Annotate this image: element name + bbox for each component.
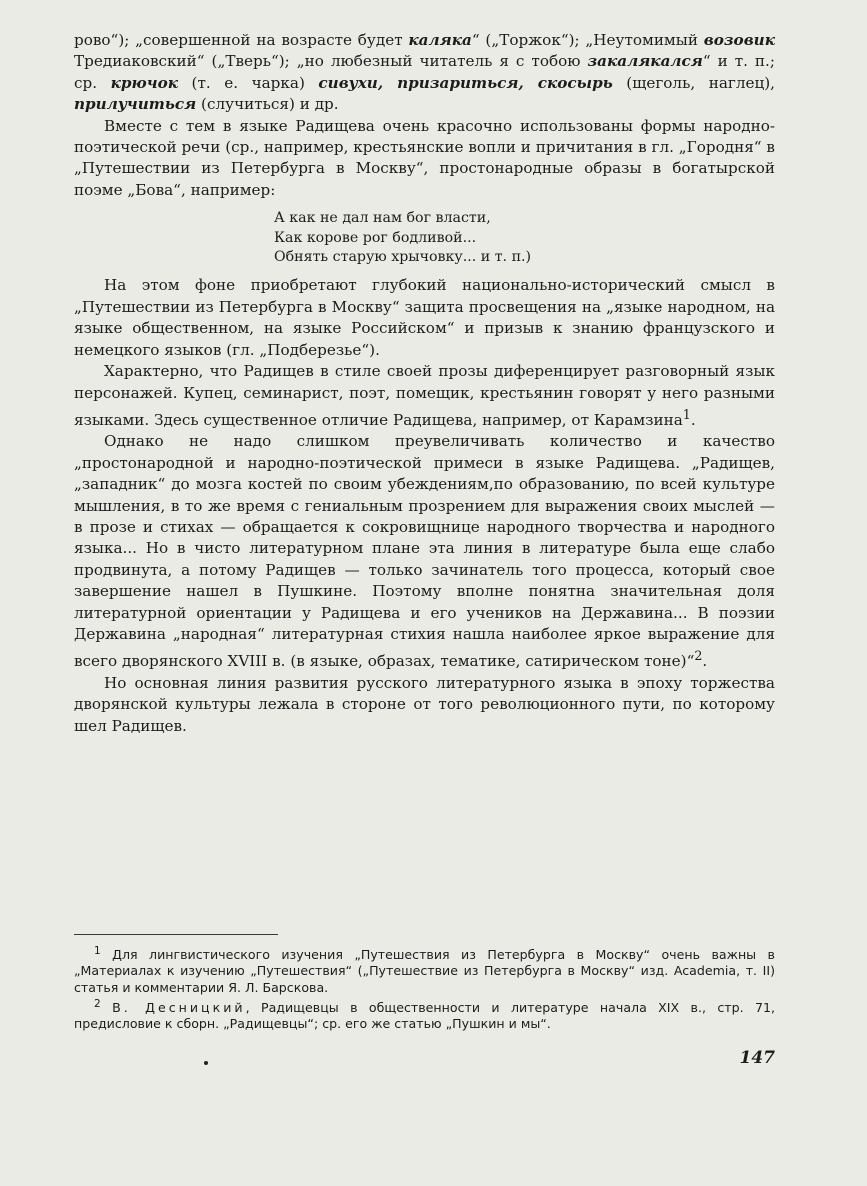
emphasized-word: возовик bbox=[703, 31, 775, 49]
verse-line: Обнять старую хрычовку... и т. п.) bbox=[274, 249, 532, 266]
text-run: . bbox=[702, 652, 708, 671]
text-run: . bbox=[690, 410, 696, 429]
footnote-text: Для лингвистического изучения „Путешествия из Петербурга в Москву“ очень важны в „Материалах к изучению „Путешествия“ („Путешествие из Петербурга в Москву“ изд. Academia, т. II) статья и комментарии Я. Л. Барскова. bbox=[74, 947, 775, 995]
text-run: Вместе с тем в языке Радищева очень красочно использованы формы народно-поэтической речи (ср., например, крестьянские вопли и причитания в гл. „Городня“ в „Путешествии из Петербурга в Москву“, простонародные образы в богатырской поэме „Бова“, например: bbox=[74, 116, 775, 199]
footnote-marker: 2 bbox=[94, 997, 101, 1010]
verse-line: А как не дал нам бог власти, bbox=[274, 210, 491, 227]
text-run: (случиться) и др. bbox=[196, 95, 339, 114]
paragraph-5 bbox=[74, 431, 775, 673]
paragraph-4 bbox=[74, 361, 775, 431]
emphasized-word: сивухи, призариться, скосырь bbox=[318, 73, 613, 92]
footnote-2 bbox=[74, 996, 775, 1033]
paragraph-3 bbox=[74, 275, 775, 361]
body-text bbox=[74, 30, 775, 737]
footnote-divider bbox=[74, 934, 278, 935]
verse-quote bbox=[274, 209, 775, 267]
text-run: Но основная линия развития русского литературного языка в эпоху торжества дворянской культуры лежала в стороне от того революционного пути, по которому шел Радищев. bbox=[74, 673, 775, 735]
emphasized-word: закалякался bbox=[587, 52, 703, 71]
emphasized-word: крючок bbox=[110, 73, 178, 92]
paragraph-1 bbox=[74, 30, 775, 116]
emphasized-word: каляка bbox=[408, 31, 472, 49]
footnote-author: В. Десницкий bbox=[112, 999, 246, 1015]
emphasized-word: прилучиться bbox=[74, 95, 197, 114]
text-run: Характерно, что Радищев в стиле своей прозы диференцирует разговорный язык персонажей. Купец, семинарист, поэт, помещик, крестьянин говорят у него разными языками. Здесь существенное отличие Радищева, например, от Карамзина bbox=[74, 362, 775, 429]
paragraph-2 bbox=[74, 116, 775, 202]
footnote-text: , Радищевцы в общественности и литературе начала XIX в., стр. 71, предисловие к сборн. „Радищевцы“; ср. его же статью „Пушкин и мы“. bbox=[74, 999, 776, 1032]
text-run: Однако не надо слишком преувеличивать количество и качество „простонародной и народно-поэтической примеси в языке Радищева. „Радищев, „западник“ до мозга костей по своим убеждениям,по образованию, по всей культуре мышления, в то же время с гениальным прозрением для выражения своих мыслей — в прозе и стихах — обращается к сокровищнице народного творчества и народного языка... Но в чисто литературном плане эта линия в литературе была еще слабо продвинута, а потому Радищев — только зачинатель того процесса, который свое завершение нашел в Пушкине. Поэтому вполне понятна значительная доля литературной ориентации у Радищева и его учеников на Державина... В поэзии Державина „народная“ литературная стихия нашла наиболее яркое выражение для всего дворянского XVIII в. (в языке, образах, тематике, сатирическом тоне)“ bbox=[74, 432, 775, 671]
text-run: Тредиаковский“ („Тверь“); „но любезный читатель я с тобою bbox=[74, 52, 588, 71]
text-run: На этом фоне приобретают глубокий национально-исторический смысл в „Путешествии из Петербурга в Москву“ защита просвещения на „языке народном, на языке общественном, на языке Российском“ и призыв к знанию французского и немецкого языков (гл. „Подберезье“). bbox=[74, 276, 775, 359]
footnotes bbox=[74, 934, 775, 1032]
text-run: (т. е. чарка) bbox=[177, 73, 319, 92]
print-dot-mark bbox=[204, 1061, 208, 1065]
text-run: рово“); „совершенной на возрасте будет bbox=[74, 31, 409, 49]
text-run: “ и т. п.; ср. bbox=[74, 52, 776, 92]
text-run: (щеголь, наглец), bbox=[612, 73, 775, 92]
paragraph-6 bbox=[74, 673, 775, 737]
footnote-1 bbox=[74, 943, 775, 996]
footnote-marker: 1 bbox=[94, 945, 101, 957]
footnote-reference: 2 bbox=[694, 648, 703, 664]
footnote-reference: 1 bbox=[682, 406, 691, 422]
page-number: 147 bbox=[739, 1048, 775, 1068]
text-run: “ („Торжок“); „Неутомимый bbox=[471, 31, 704, 49]
verse-line: Как корове рог бодливой... bbox=[274, 229, 477, 246]
